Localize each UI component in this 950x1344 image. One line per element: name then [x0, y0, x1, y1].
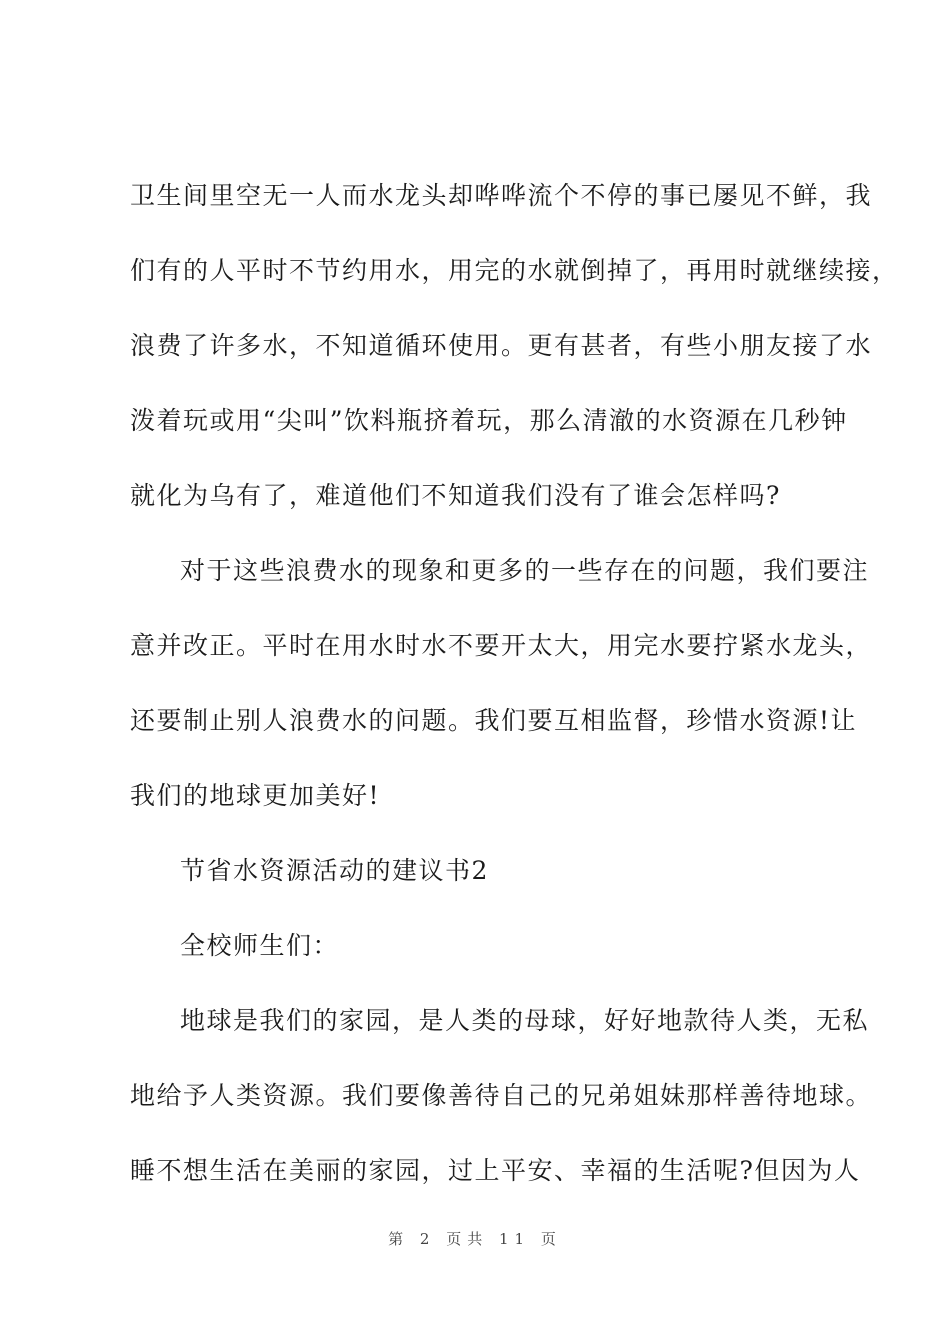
text-line: 还要制止别人浪费水的问题。我们要互相监督，珍惜水资源!让 [130, 706, 858, 735]
text-line: 意并改正。平时在用水时水不要开太大，用完水要拧紧水龙头， [130, 631, 873, 660]
text-line: 地给予人类资源。我们要像善待自己的兄弟姐妹那样善待地球。 [130, 1081, 873, 1110]
section-heading: 节省水资源活动的建议书2 [180, 856, 489, 885]
salutation: 全校师生们： [180, 931, 340, 960]
text-line: 就化为乌有了，难道他们不知道我们没有了谁会怎样吗? [130, 481, 781, 510]
paragraph-first-line: 地球是我们的家园，是人类的母球，好好地款待人类，无私 [180, 1006, 870, 1035]
text-line: 泼着玩或用“尖叫”饮料瓶挤着玩，那么清澈的水资源在几秒钟 [130, 406, 848, 435]
text-line: 我们的地球更加美好! [130, 781, 381, 810]
text-line: 卫生间里空无一人而水龙头却哗哗流个不停的事已屡见不鲜，我 [130, 181, 873, 210]
text-line: 浪费了许多水，不知道循环使用。更有甚者，有些小朋友接了水 [130, 331, 873, 360]
page-number-footer: 第 2 页共 11 页 [388, 1230, 562, 1248]
text-line: 睡不想生活在美丽的家园，过上平安、幸福的生活呢?但因为人 [130, 1156, 861, 1185]
paragraph-first-line: 对于这些浪费水的现象和更多的一些存在的问题，我们要注 [180, 556, 870, 585]
text-line: 们有的人平时不节约用水，用完的水就倒掉了，再用时就继续接， [130, 256, 899, 285]
